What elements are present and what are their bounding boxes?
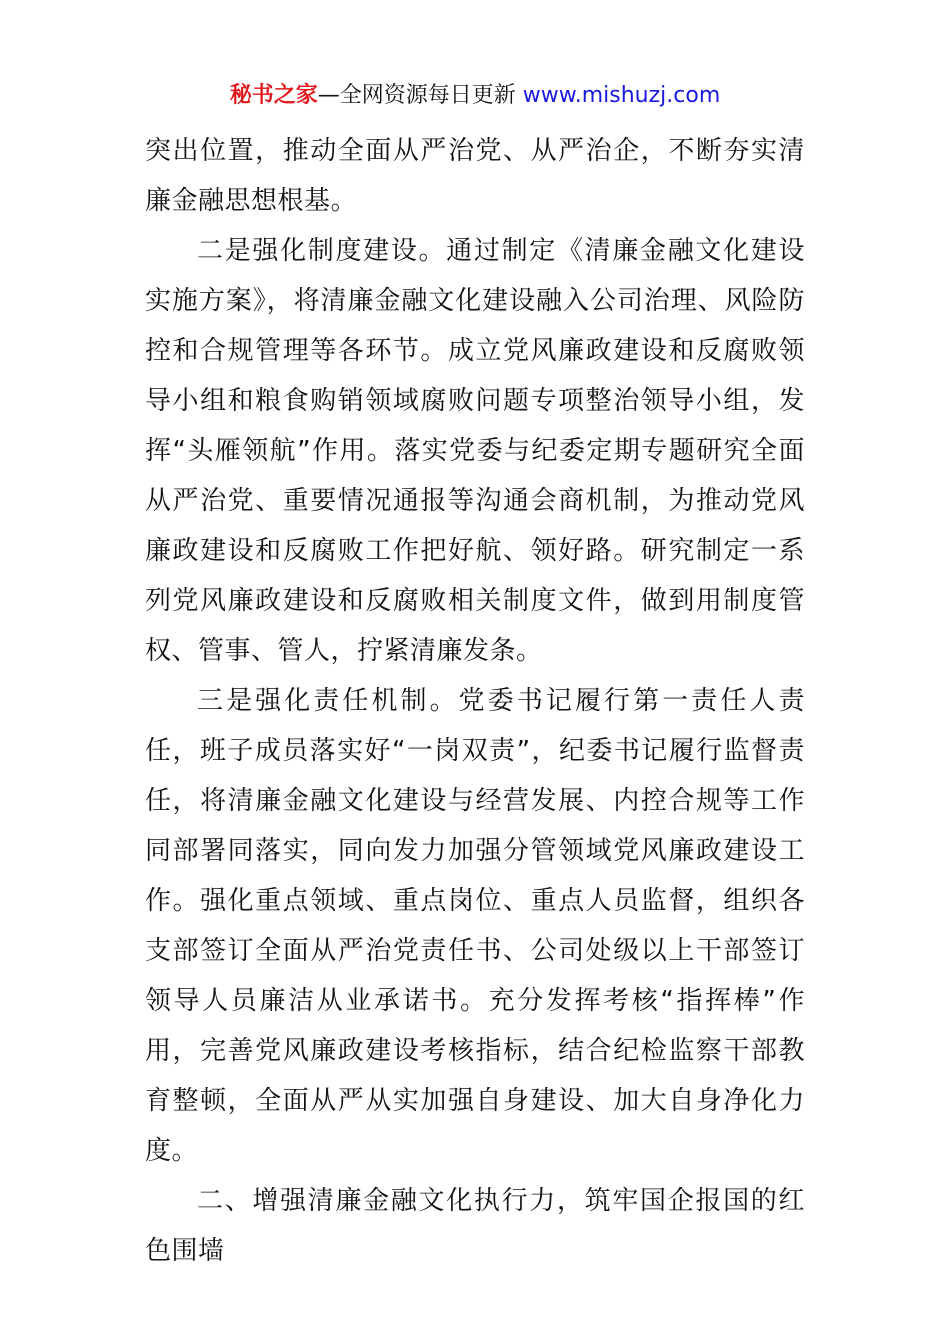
page-header xyxy=(0,80,950,112)
document-body xyxy=(145,126,805,1276)
section-heading-execution: 二、增强清廉金融文化执行力，筑牢国企报国的红色围墙 xyxy=(145,1186,805,1266)
paragraph-responsibility-mechanism: 三是强化责任机制。党委书记履行第一责任人责任，班子成员落实好“一岗双责”，纪委书记履行监督责任，将清廉金融文化建设与经营发展、内控合规等工作同部署同落实，同向发力加强分管领域党风廉政建设工作。强化重点领域、重点岗位、重点人员监督，组织各支部签订全面从严治党责任书、公司处级以上干部签订领导人员廉洁从业承诺书。充分发挥考核“指挥棒”作用，完善党风廉政建设考核指标，结合纪检监察干部教育整顿，全面从严从实加强自身建设、加大自身净化力度。 xyxy=(145,686,805,1166)
paragraph-system-building: 二是强化制度建设。通过制定《清廉金融文化建设实施方案》，将清廉金融文化建设融入公司治理、风险防控和合规管理等各环节。成立党风廉政建设和反腐败领导小组和粮食购销领域腐败问题专项整治领导小组，发挥“头雁领航”作用。落实党委与纪委定期专题研究全面从严治党、重要情况通报等沟通会商机制，为推动党风廉政建设和反腐败工作把好航、领好路。研究制定一系列党风廉政建设和反腐败相关制度文件，做到用制度管权、管事、管人，拧紧清廉发条。 xyxy=(145,236,805,666)
paragraph-continuation: 突出位置，推动全面从严治党、从严治企，不断夯实清廉金融思想根基。 xyxy=(145,136,805,216)
brand-name: 秘书之家 xyxy=(229,83,318,108)
site-url-link[interactable]: www.mishuzj.com xyxy=(522,83,721,108)
header-tagline: —全网资源每日更新 xyxy=(317,83,516,108)
